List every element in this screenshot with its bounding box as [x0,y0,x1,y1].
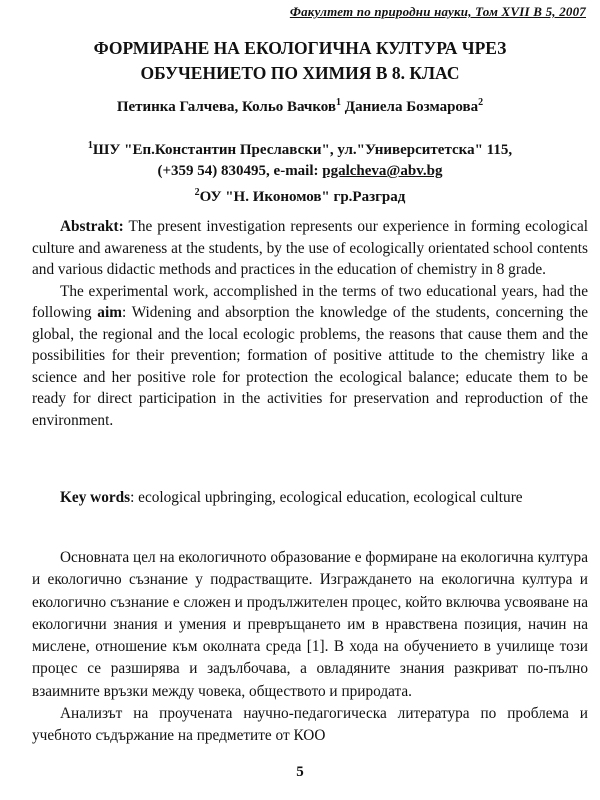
abstract-text-2a: The experimental work, accomplished in the terms of two educational years, had the following [32,282,588,321]
keywords-label: Key words [60,489,131,506]
abstract [32,216,588,431]
author-3: Даниела Бозмарова [344,99,479,115]
author-2-affiliation-mark: 1 [336,97,342,108]
aim-term: aim [97,304,122,321]
affiliations [0,135,600,208]
author-list [0,97,600,116]
author-2: Кольо Вачков [241,99,337,115]
affiliation-1-contact: (+359 54) 830495, e-mail: [157,163,319,179]
email-link[interactable]: pgalcheva@abv.bg [322,163,443,179]
running-header: Факултет по природни науки, Том XVII В 5, 2007 [289,4,586,19]
title-line-2: ОБУЧЕНИЕТО ПО ХИМИЯ В 8. КЛАС [140,63,460,83]
affiliation-1-address: ШУ "Еп.Константин Преславски", ул."Университетска" 115, [92,142,513,158]
title-line-1: ФОРМИРАНЕ НА ЕКОЛОГИЧНА КУЛТУРА ЧРЕЗ [93,38,507,58]
affiliation-1-line-2 [0,161,600,182]
abstract-text-2b: : Widening and absorption the knowledge of the students, concerning the global, the regional and the local ecologic problems, the reasons that cause them and the possibilities for their prevention; formation of positive attitude to the chemistry like a science and her positive role for protection the ecological balance; educate them to be ready for direct participation in the activities for preservation and reproduction of the environment. [32,304,589,429]
keywords-text: : ecological upbringing, ecological education, ecological culture [130,489,523,506]
body-paragraph-2: Анализът на проучената научно-педагогическа литература по проблема и учебното съдържание на предметите от КОО [32,705,588,745]
paper-title [0,36,600,86]
body-paragraph-1: Основната цел на екологичното образование е формиране на екологична култура и екологично съзнание у подрастващите. Изграждането на екологична култура и екологично съзнание е сложен и продължителен процес, който включва усвояване на екологични знания и умения и превръщането им в нравствена позиция, начин на мислене, отношение към околната среда [1]. В хода на обучението в училище този процес се разширява и задълбочава, а овладяните знания разкриват по-пълно взаимните връзки между човека, обществото и природата. [32,549,588,700]
affiliation-2-line [0,182,600,208]
affiliation-1-mark: 1 [87,140,93,151]
affiliation-2-name: ОУ "Н. Икономов" гр.Разград [199,189,406,205]
affiliation-1-line-1 [0,135,600,161]
abstract-paragraph-2 [32,281,588,432]
abstract-paragraph-1 [32,216,588,281]
affiliation-2-mark: 2 [194,187,200,198]
page-number: 5 [296,764,304,780]
author-3-affiliation-mark: 2 [478,97,484,108]
keywords [32,487,588,509]
abstract-label: Abstrakt: [60,218,124,235]
abstract-text-1: The present investigation represents our experience in forming ecological culture and awareness at the students, by the use of ecologically orientated school contents and various didactic methods and practices in the education of chemistry in 8 grade. [32,218,588,278]
author-1: Петинка Галчева, [116,99,239,115]
body-text [32,547,588,748]
